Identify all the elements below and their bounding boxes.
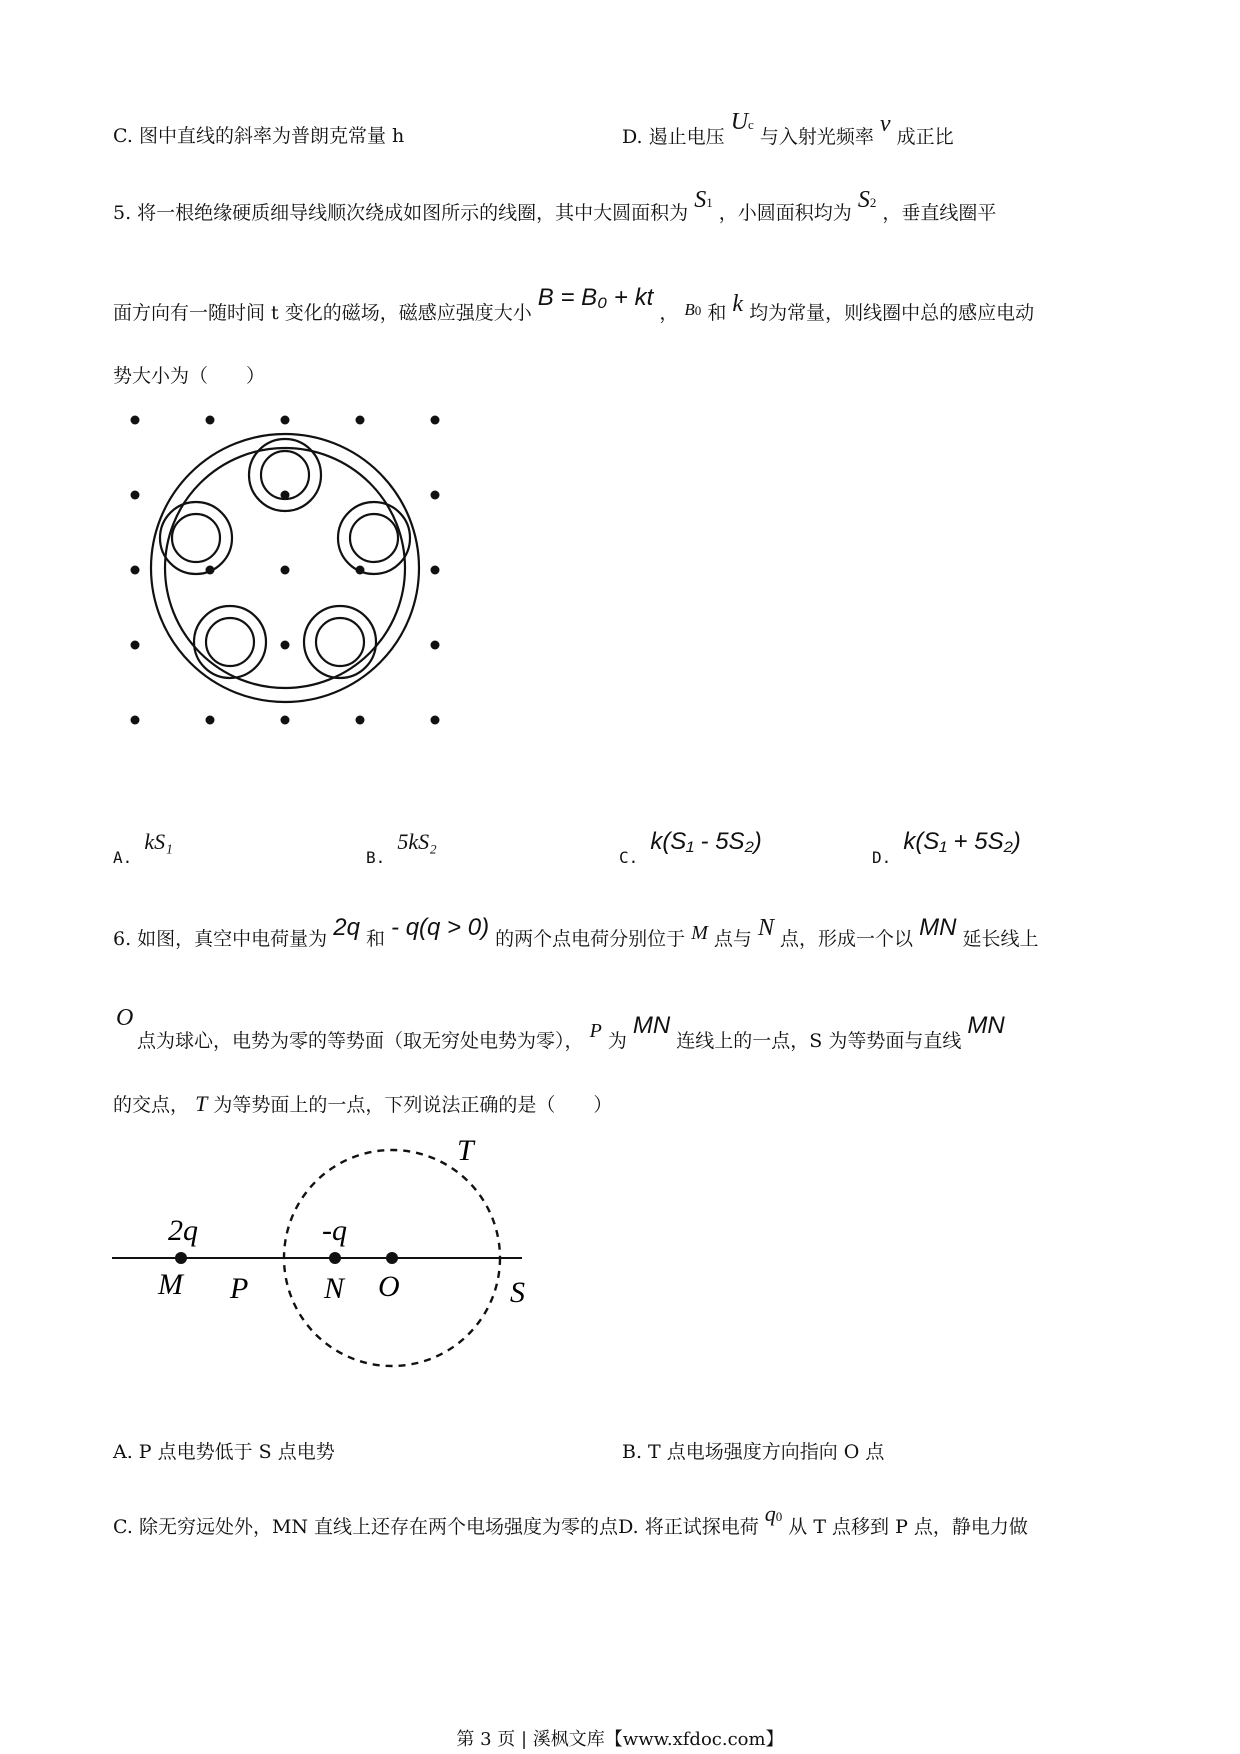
q6-option-a[interactable]: A. P 点电势低于 S 点电势 xyxy=(113,1441,335,1463)
q4-option-c: C. 图中直线的斜率为普朗克常量 h xyxy=(113,125,405,147)
center-o-dot xyxy=(386,1252,398,1264)
field-dots xyxy=(131,416,440,725)
q6-mn-2: MN xyxy=(632,1012,671,1039)
label-s: S xyxy=(510,1276,525,1309)
label-neg-q: -q xyxy=(322,1214,347,1247)
q5-k-symbol: k xyxy=(732,291,744,317)
q5-formula: B = B₀ + kt xyxy=(537,284,654,311)
q5-option-d[interactable]: D. k(S₁ + 5S₂) xyxy=(872,828,1021,867)
q5-option-a[interactable]: A. kS₁ xyxy=(113,829,173,867)
q4-option-d-mid: 与入射光频率 xyxy=(759,126,874,148)
q5-b0-symbol: B0 xyxy=(684,300,702,319)
q5-s2-symbol: S2 xyxy=(857,187,877,213)
label-2q: 2q xyxy=(168,1214,198,1247)
q5-option-c[interactable]: C. k(S₁ - 5S₂) xyxy=(619,828,762,867)
label-m: M xyxy=(158,1268,183,1301)
charge-m-dot xyxy=(175,1252,187,1264)
q6-stem-line1: 6. 如图，真空中电荷量为 2q 和 - q(q > 0) 的两个点电荷分别位于 M 点与 N 点，形成一个以 MN 延长线上 xyxy=(113,914,1039,950)
q6-p: P xyxy=(589,1020,602,1042)
q4-nu-symbol: ν xyxy=(879,111,891,137)
label-n: N xyxy=(324,1272,345,1305)
q6-mn-3: MN xyxy=(967,1012,1005,1039)
q5-option-b[interactable]: B. 5kS₂ xyxy=(366,829,437,867)
q6-mn: MN xyxy=(919,914,957,941)
q6-o: O xyxy=(116,1005,134,1031)
q5-s1-symbol: S1 xyxy=(694,187,713,213)
label-p: P xyxy=(230,1272,249,1305)
page-footer: 第 3 页 | 溪枫文库【www.xfdoc.com】 xyxy=(456,1729,784,1750)
q6-neg-q: - q(q > 0) xyxy=(391,914,490,941)
q6-option-c-d-line xyxy=(113,1501,1028,1543)
charge-n-dot xyxy=(329,1252,341,1264)
q4-uc-symbol: Uc xyxy=(730,109,754,135)
q6-q0: q0 xyxy=(764,1501,783,1526)
q6-option-d[interactable]: D. 将正试探电荷 q0 从 T 点移到 P 点，静电力做 xyxy=(618,1501,1028,1538)
label-o: O xyxy=(378,1270,400,1303)
q6-stem-line3: 的交点， T 为等势面上的一点，下列说法正确的是（ ） xyxy=(113,1091,613,1116)
q5-stem-line2: 面方向有一随时间 t 变化的磁场，磁感应强度大小 B = B₀ + kt ， B0 和 k 均为常量，则线圈中总的感应电动 xyxy=(113,284,1035,324)
q6-n: N xyxy=(757,915,774,941)
q4-option-d-end: 成正比 xyxy=(896,126,954,148)
q5-stem-line1: 5. 将一根绝缘硬质细导线顺次绕成如图所示的线圈，其中大圆面积为 S1 ，小圆面积均为 S2 ，垂直线圈平 xyxy=(113,187,997,224)
q4-option-d-text: D. 遏止电压 xyxy=(622,126,725,148)
label-t: T xyxy=(457,1134,474,1167)
q6-2q: 2q xyxy=(333,914,360,941)
q4-option-d xyxy=(622,109,954,153)
q6-t: T xyxy=(195,1091,208,1116)
q6-option-c[interactable]: C. 除无穷远处外，MN 直线上还存在两个电场强度为零的点 xyxy=(113,1516,619,1538)
q6-equipotential-figure xyxy=(110,1130,530,1370)
q6-option-b[interactable]: B. T 点电场强度方向指向 O 点 xyxy=(622,1441,885,1463)
q6-stem-line2: O 点为球心，电势为零的等势面（取无穷处电势为零）， P 为 MN 连线上的一点，S 为等势面与直线 MN xyxy=(116,1005,1005,1052)
q5-stem-line3: 势大小为（ ） xyxy=(113,365,266,387)
q5-coil-figure xyxy=(120,405,440,735)
q6-m: M xyxy=(691,922,708,944)
